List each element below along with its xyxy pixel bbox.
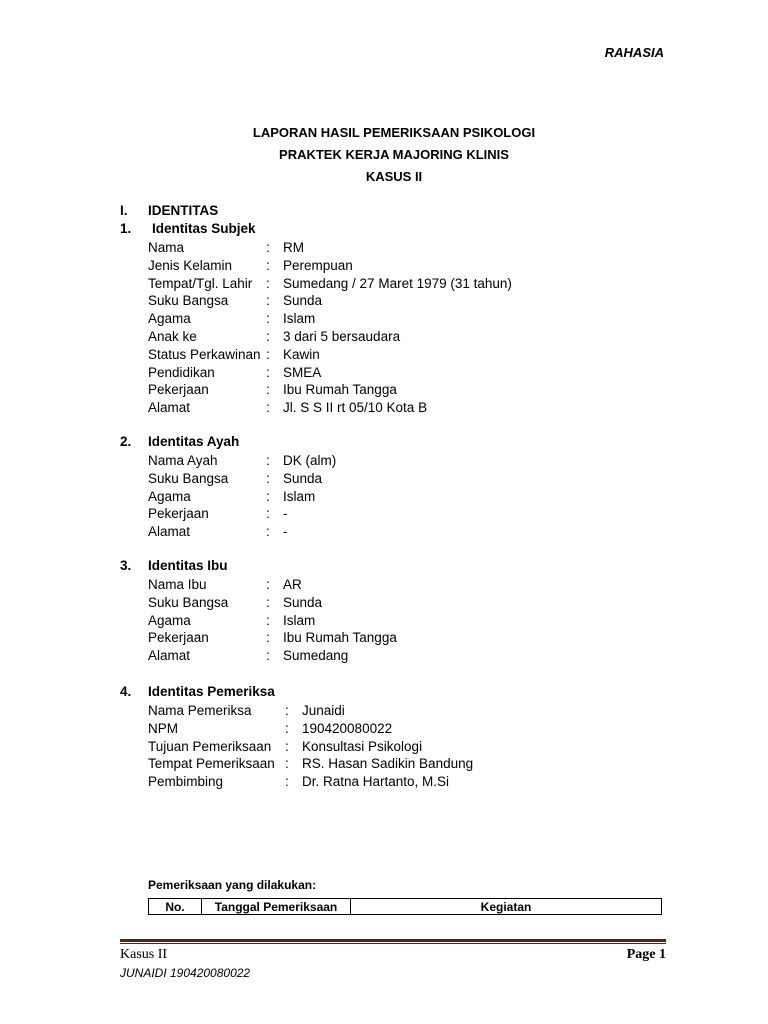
examiner-heading bbox=[120, 684, 275, 699]
examiner-label: Identitas Pemeriksa bbox=[148, 684, 275, 699]
field-value: AR bbox=[283, 577, 302, 592]
subject-field-row bbox=[148, 346, 512, 364]
field-label: Suku Bangsa bbox=[148, 594, 229, 610]
footer-rule-thin bbox=[120, 943, 666, 944]
mother-label: Identitas Ibu bbox=[148, 558, 228, 573]
field-value: SMEA bbox=[283, 364, 322, 380]
report-title bbox=[0, 122, 768, 188]
field-label: Alamat bbox=[148, 524, 191, 540]
father-heading bbox=[120, 434, 239, 449]
field-label: Jenis Kelamin bbox=[148, 257, 233, 273]
field-colon: : bbox=[266, 577, 270, 592]
examiner-field-row bbox=[148, 738, 473, 756]
subject-field-row bbox=[148, 292, 512, 310]
field-colon: : bbox=[266, 612, 270, 628]
subject-field-row bbox=[148, 364, 512, 382]
examiner-field-row bbox=[148, 720, 473, 738]
subject-label: Identitas Subjek bbox=[152, 221, 256, 236]
title-line-1: LAPORAN HASIL PEMERIKSAAN PSIKOLOGI bbox=[252, 125, 536, 140]
field-label: Agama bbox=[148, 612, 191, 628]
field-label: Pekerjaan bbox=[148, 382, 209, 398]
footer-rule-thick bbox=[120, 939, 666, 942]
exam-col-no: No. bbox=[149, 899, 202, 915]
field-value: Islam bbox=[283, 311, 316, 327]
field-colon: : bbox=[266, 257, 270, 273]
field-label: Agama bbox=[148, 488, 191, 504]
field-value: 190420080022 bbox=[302, 720, 393, 736]
subject-field-row bbox=[148, 257, 512, 275]
subject-field-row bbox=[148, 399, 512, 417]
subject-field-row bbox=[148, 239, 512, 257]
field-value: Islam bbox=[283, 612, 316, 628]
field-label: Pekerjaan bbox=[148, 506, 209, 522]
field-label: Nama Ibu bbox=[148, 577, 207, 592]
field-value: Kawin bbox=[283, 346, 320, 362]
field-value: Islam bbox=[283, 488, 316, 504]
field-value: Sunda bbox=[283, 594, 323, 610]
field-label: NPM bbox=[148, 720, 178, 736]
field-colon: : bbox=[266, 275, 270, 291]
field-label: Suku Bangsa bbox=[148, 470, 229, 486]
field-label: Nama bbox=[148, 240, 185, 255]
subject-field-row bbox=[148, 310, 512, 328]
footer-case-label: Kasus II bbox=[120, 947, 168, 962]
field-label: Alamat bbox=[148, 648, 191, 664]
field-value: RS. Hasan Sadikin Bandung bbox=[302, 756, 474, 772]
confidential-mark: RAHASIA bbox=[604, 45, 664, 60]
father-field-row bbox=[148, 523, 336, 541]
field-value: - bbox=[283, 524, 288, 540]
field-colon: : bbox=[266, 328, 270, 344]
section-number: I. bbox=[120, 203, 128, 218]
field-label: Pekerjaan bbox=[148, 630, 209, 646]
subject-fields bbox=[148, 239, 512, 417]
field-value: RM bbox=[283, 240, 304, 255]
field-colon: : bbox=[266, 400, 270, 416]
field-label: Agama bbox=[148, 311, 191, 327]
field-value: Ibu Rumah Tangga bbox=[283, 630, 397, 646]
subject-field-row bbox=[148, 328, 512, 346]
field-colon: : bbox=[266, 346, 270, 362]
field-colon: : bbox=[285, 774, 289, 790]
exam-table-header-row bbox=[149, 899, 662, 915]
field-value: Sunda bbox=[283, 470, 323, 486]
field-value: Perempuan bbox=[283, 257, 353, 273]
field-value: 3 dari 5 bersaudara bbox=[283, 328, 401, 344]
field-colon: : bbox=[266, 594, 270, 610]
examiner-field-row bbox=[148, 755, 473, 773]
title-line-2: PRAKTEK KERJA MAJORING KLINIS bbox=[279, 147, 509, 162]
field-value: - bbox=[283, 506, 288, 522]
exam-table bbox=[148, 898, 662, 915]
field-colon: : bbox=[266, 311, 270, 327]
mother-number: 3. bbox=[120, 558, 132, 573]
field-label: Tempat Pemeriksaan bbox=[148, 756, 275, 772]
mother-field-row bbox=[148, 576, 397, 594]
exam-col-date: Tanggal Pemeriksaan bbox=[202, 899, 351, 915]
mother-field-row bbox=[148, 612, 397, 630]
field-colon: : bbox=[266, 240, 270, 255]
father-field-row bbox=[148, 452, 336, 470]
field-value: Ibu Rumah Tangga bbox=[283, 382, 397, 398]
examiner-field-row bbox=[148, 773, 473, 791]
field-label: Nama Ayah bbox=[148, 453, 218, 468]
field-colon: : bbox=[285, 756, 289, 772]
father-field-row bbox=[148, 470, 336, 488]
subject-heading bbox=[120, 221, 256, 236]
subject-field-row bbox=[148, 275, 512, 293]
mother-fields bbox=[148, 576, 397, 665]
field-value: Sumedang / 27 Maret 1979 (31 tahun) bbox=[283, 275, 512, 291]
father-label: Identitas Ayah bbox=[148, 434, 240, 449]
field-colon: : bbox=[266, 506, 270, 522]
field-colon: : bbox=[266, 648, 270, 664]
field-label: Status Perkawinan bbox=[148, 346, 261, 362]
field-colon: : bbox=[285, 738, 289, 754]
field-value: Jl. S S II rt 05/10 Kota B bbox=[283, 400, 428, 416]
mother-field-row bbox=[148, 647, 397, 665]
title-line-3: KASUS II bbox=[365, 169, 423, 184]
father-number: 2. bbox=[120, 434, 132, 449]
section-label: IDENTITAS bbox=[148, 203, 219, 218]
field-value: Dr. Ratna Hartanto, M.Si bbox=[302, 774, 450, 790]
field-label: Tujuan Pemeriksaan bbox=[148, 738, 272, 754]
exam-col-activity: Kegiatan bbox=[351, 899, 662, 915]
examiner-fields bbox=[148, 702, 473, 791]
father-field-row bbox=[148, 505, 336, 523]
examiner-number: 4. bbox=[120, 684, 132, 699]
field-label: Alamat bbox=[148, 400, 191, 416]
subject-number: 1. bbox=[120, 221, 132, 236]
field-value: Sumedang bbox=[283, 648, 349, 664]
field-colon: : bbox=[266, 524, 270, 540]
footer-page-number: Page 1 bbox=[626, 947, 666, 962]
field-label: Nama Pemeriksa bbox=[148, 703, 252, 718]
field-colon: : bbox=[266, 470, 270, 486]
field-value: Konsultasi Psikologi bbox=[302, 738, 423, 754]
field-colon: : bbox=[266, 364, 270, 380]
field-label: Pembimbing bbox=[148, 774, 224, 790]
field-label: Anak ke bbox=[148, 328, 197, 344]
mother-field-row bbox=[148, 629, 397, 647]
field-colon: : bbox=[266, 293, 270, 309]
field-colon: : bbox=[266, 453, 270, 468]
exam-table-caption: Pemeriksaan yang dilakukan: bbox=[148, 878, 317, 892]
field-label: Suku Bangsa bbox=[148, 293, 229, 309]
subject-field-row bbox=[148, 381, 512, 399]
mother-field-row bbox=[148, 594, 397, 612]
field-colon: : bbox=[285, 720, 289, 736]
mother-heading bbox=[120, 558, 228, 573]
field-colon: : bbox=[266, 630, 270, 646]
field-colon: : bbox=[285, 703, 289, 718]
field-colon: : bbox=[266, 488, 270, 504]
field-colon: : bbox=[266, 382, 270, 398]
footer-author: JUNAIDI 190420080022 bbox=[120, 966, 251, 980]
field-value: Sunda bbox=[283, 293, 323, 309]
section-identitas-heading bbox=[120, 203, 218, 218]
field-value: DK (alm) bbox=[283, 453, 337, 468]
examiner-field-row bbox=[148, 702, 473, 720]
father-fields bbox=[148, 452, 336, 541]
father-field-row bbox=[148, 488, 336, 506]
field-value: Junaidi bbox=[302, 703, 345, 718]
field-label: Pendidikan bbox=[148, 364, 215, 380]
field-label: Tempat/Tgl. Lahir bbox=[148, 275, 253, 291]
